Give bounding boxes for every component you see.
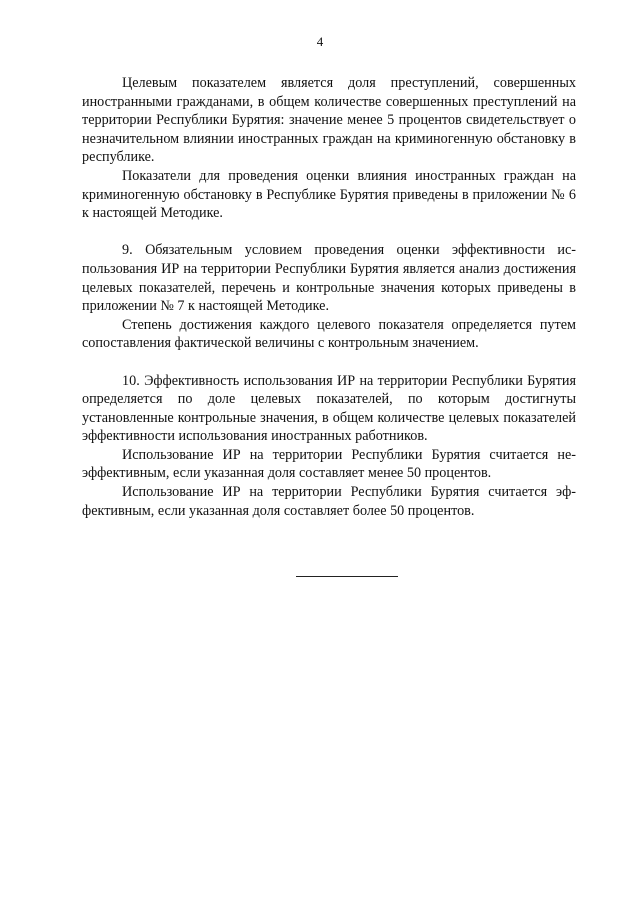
end-of-text-rule (296, 576, 398, 577)
paragraph-ineffective-use: Использование ИР на территории Республики Бурятия считается неэффективным, если указанная доля составляет менее 50 процентов. (82, 446, 576, 482)
paragraph-effective-use: Использование ИР на территории Республики Бурятия считается эффективным, если указанная доля составляет более 50 процентов. (82, 484, 576, 519)
paragraph-section-9: 9. Обязательным условием проведения оценки эффективности использования ИР на территории Республики Бурятия является анализ достижения целевых показателей, перечень и контрольные значения которых приведены в приложении № 7 к настоящей Методике. (82, 242, 576, 315)
paragraph-achievement-degree: Степень достижения каждого целевого показателя определяется путем сопоставления фактической величины с контрольным значением. (82, 316, 576, 352)
paragraph-spacer (82, 353, 576, 372)
paragraph-spacer (82, 223, 576, 242)
page-number: 4 (316, 34, 324, 49)
paragraph-section-10: 10. Эффективность использования ИР на территории Республики Бурятия определяется по доле целевых показателей, по которым достигнуты установленные контрольные значения, в общем количестве целевых показателей эффективности использования иностранных работников. (82, 372, 576, 445)
paragraph-indicators-appendix-6: Показатели для проведения оценки влияния иностранных граждан на криминогенную обстановку в Республике Бурятия приведены в приложении № 6 к настоящей Методике. (82, 167, 576, 222)
document-body (82, 74, 576, 520)
paragraph-target-indicator: Целевым показателем является доля преступлений, совершенных иностранными гражданами, в общем количестве совершенных преступлений на территории Республики Бурятия: значение менее 5 процентов свидетельствует о незначительном влиянии иностранных граждан на криминогенную обстановку в республике. (82, 75, 576, 166)
